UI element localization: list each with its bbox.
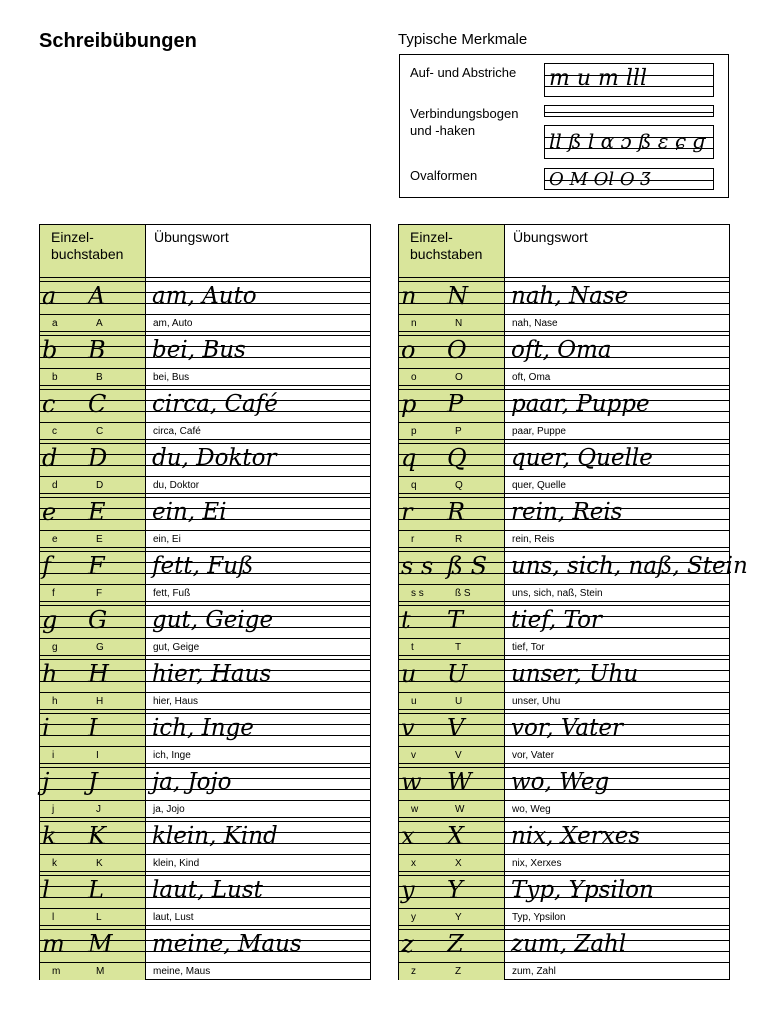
table-row xyxy=(40,386,370,440)
print-capital-letter: B xyxy=(96,372,103,383)
cursive-small-letter: q xyxy=(401,444,417,472)
cursive-small-letter: x xyxy=(401,822,415,850)
print-capital-letter: ß S xyxy=(455,588,471,599)
print-capital-letter: Q xyxy=(455,480,463,491)
header-letters: Einzel- buchstaben xyxy=(51,229,124,262)
print-capital-letter: Y xyxy=(455,912,462,923)
print-small-letter: x xyxy=(411,858,416,869)
table-row xyxy=(399,872,729,926)
cursive-capital-letter: J xyxy=(88,768,98,796)
header-word: Übungswort xyxy=(513,229,588,245)
cursive-practice-word: oft, Oma xyxy=(511,337,612,363)
print-practice-word: bei, Bus xyxy=(153,372,190,383)
print-practice-word: zum, Zahl xyxy=(512,966,556,977)
print-practice-word: uns, sich, naß, Stein xyxy=(512,588,603,599)
table-row xyxy=(399,818,729,872)
cursive-practice-word: zum, Zahl xyxy=(511,931,627,957)
print-small-letter: w xyxy=(411,804,419,815)
table-row xyxy=(40,710,370,764)
cursive-practice-word: nah, Nase xyxy=(511,283,629,309)
print-small-letter: a xyxy=(52,318,58,329)
print-small-letter: y xyxy=(411,912,416,923)
print-practice-word: du, Doktor xyxy=(153,480,200,491)
cursive-small-letter: f xyxy=(42,552,51,580)
cursive-small-letter: p xyxy=(401,390,417,418)
table-row xyxy=(40,278,370,332)
cursive-practice-word: quer, Quelle xyxy=(511,445,653,471)
cursive-small-letter: k xyxy=(42,822,57,850)
cursive-capital-letter: H xyxy=(88,660,109,688)
cursive-practice-word: klein, Kind xyxy=(152,823,278,849)
print-small-letter: c xyxy=(52,426,57,437)
cursive-small-letter: j xyxy=(42,768,50,796)
print-small-letter: g xyxy=(52,642,58,653)
cursive-small-letter: r xyxy=(401,498,413,526)
table-row xyxy=(40,602,370,656)
cursive-small-letter: h xyxy=(42,660,58,688)
cursive-small-letter: d xyxy=(42,444,58,472)
cursive-practice-word: du, Doktor xyxy=(152,445,277,471)
cursive-small-letter: e xyxy=(42,498,57,526)
print-practice-word: oft, Oma xyxy=(512,372,551,383)
print-practice-word: wo, Weg xyxy=(512,804,551,815)
cursive-small-letter: o xyxy=(401,336,416,364)
print-practice-word: tief, Tor xyxy=(512,642,545,653)
print-small-letter: r xyxy=(411,534,415,545)
cursive-capital-letter: L xyxy=(88,876,104,904)
cursive-capital-letter: W xyxy=(447,768,472,796)
cursive-capital-letter: Z xyxy=(447,930,464,958)
cursive-capital-letter: N xyxy=(447,282,468,310)
table-row xyxy=(399,440,729,494)
print-practice-word: gut, Geige xyxy=(153,642,200,653)
feature-label-strokes: Auf- und Abstriche xyxy=(410,65,517,80)
cursive-practice-word: gut, Geige xyxy=(152,607,274,633)
print-small-letter: d xyxy=(52,480,58,491)
table-row xyxy=(40,818,370,872)
print-practice-word: ein, Ei xyxy=(153,534,181,545)
cursive-small-letter: l xyxy=(42,876,50,904)
table-header xyxy=(399,225,729,278)
print-capital-letter: W xyxy=(455,804,465,815)
cursive-practice-word: paar, Puppe xyxy=(511,391,650,417)
print-practice-word: circa, Café xyxy=(153,426,201,437)
table-row xyxy=(40,494,370,548)
table-row xyxy=(40,440,370,494)
print-practice-word: klein, Kind xyxy=(153,858,200,869)
cursive-capital-letter: Y xyxy=(447,876,463,904)
print-capital-letter: O xyxy=(455,372,463,383)
cursive-capital-letter: D xyxy=(88,444,108,472)
print-capital-letter: M xyxy=(96,966,105,977)
cursive-small-letter: i xyxy=(42,714,50,742)
features-box xyxy=(399,54,729,198)
print-practice-word: paar, Puppe xyxy=(512,426,566,437)
cursive-small-letter: z xyxy=(401,930,414,958)
table-row xyxy=(399,602,729,656)
cursive-capital-letter: C xyxy=(88,390,107,418)
feature-label-bows: Verbindungsbogen und -haken xyxy=(410,106,519,138)
table-row xyxy=(399,710,729,764)
print-small-letter: t xyxy=(411,642,414,653)
table-row xyxy=(40,332,370,386)
print-practice-word: Typ, Ypsilon xyxy=(512,912,566,923)
print-practice-word: ich, Inge xyxy=(153,750,191,761)
print-small-letter: z xyxy=(411,966,416,977)
print-capital-letter: C xyxy=(96,426,104,437)
print-practice-word: unser, Uhu xyxy=(512,696,561,707)
table-rows xyxy=(40,278,370,980)
print-capital-letter: J xyxy=(96,804,101,815)
print-capital-letter: T xyxy=(455,642,462,653)
print-practice-word: nah, Nase xyxy=(512,318,558,329)
print-small-letter: q xyxy=(411,480,417,491)
cursive-capital-letter: Q xyxy=(447,444,467,472)
print-capital-letter: X xyxy=(455,858,462,869)
print-small-letter: k xyxy=(52,858,57,869)
cursive-practice-word: hier, Haus xyxy=(152,661,272,687)
cursive-practice-word: fett, Fuß xyxy=(152,553,254,579)
cursive-capital-letter: M xyxy=(88,930,113,958)
cursive-small-letter: c xyxy=(42,390,56,418)
print-capital-letter: P xyxy=(455,426,462,437)
cursive-practice-word: Typ, Ypsilon xyxy=(511,877,654,903)
print-capital-letter: H xyxy=(96,696,104,707)
print-small-letter: m xyxy=(52,966,61,977)
print-small-letter: i xyxy=(52,750,55,761)
cursive-capital-letter: A xyxy=(88,282,106,310)
print-capital-letter: E xyxy=(96,534,103,545)
print-small-letter: s s xyxy=(411,588,424,599)
table-row xyxy=(399,332,729,386)
print-small-letter: n xyxy=(411,318,417,329)
print-small-letter: l xyxy=(52,912,55,923)
letters-table-n-z xyxy=(398,224,748,980)
print-practice-word: fett, Fuß xyxy=(153,588,191,599)
cursive-capital-letter: U xyxy=(447,660,468,688)
cursive-practice-word: meine, Maus xyxy=(152,931,302,957)
print-practice-word: am, Auto xyxy=(153,318,193,329)
print-small-letter: v xyxy=(411,750,416,761)
print-capital-letter: F xyxy=(96,588,103,599)
print-practice-word: meine, Maus xyxy=(153,966,211,977)
print-capital-letter: U xyxy=(455,696,463,707)
table-row xyxy=(399,926,729,980)
cursive-capital-letter: I xyxy=(88,714,98,742)
cursive-practice-word: ich, Inge xyxy=(152,715,254,741)
print-capital-letter: Z xyxy=(455,966,462,977)
cursive-capital-letter: O xyxy=(447,336,467,364)
feature-sample-bows-top xyxy=(544,105,714,117)
table-rows xyxy=(399,278,748,980)
page-title: Schreibübungen xyxy=(39,30,197,52)
cursive-practice-word: rein, Reis xyxy=(511,499,623,525)
print-capital-letter: K xyxy=(96,858,103,869)
print-capital-letter: L xyxy=(96,912,102,923)
table-row xyxy=(399,764,729,818)
cursive-practice-word: circa, Café xyxy=(152,391,278,417)
cursive-capital-letter: G xyxy=(88,606,108,634)
cursive-small-letter: y xyxy=(401,876,415,904)
print-small-letter: u xyxy=(411,696,417,707)
table-row xyxy=(40,926,370,980)
cursive-small-letter: b xyxy=(42,336,58,364)
cursive-capital-letter: E xyxy=(88,498,106,526)
feature-sample-ovals: O M Ol O Ʒ xyxy=(544,168,714,190)
table-row xyxy=(399,656,729,710)
cursive-practice-word: bei, Bus xyxy=(152,337,246,363)
print-practice-word: quer, Quelle xyxy=(512,480,566,491)
table-header xyxy=(40,225,370,278)
cursive-practice-word: nix, Xerxes xyxy=(511,823,641,849)
cursive-small-letter: t xyxy=(401,606,411,634)
cursive-capital-letter: F xyxy=(88,552,105,580)
cursive-capital-letter: P xyxy=(447,390,464,418)
table-row xyxy=(40,548,370,602)
print-small-letter: p xyxy=(411,426,417,437)
feature-label-ovals: Ovalformen xyxy=(410,168,478,183)
print-capital-letter: R xyxy=(455,534,463,545)
cursive-small-letter: g xyxy=(42,606,58,634)
cursive-practice-word: tief, Tor xyxy=(511,607,602,633)
cursive-practice-word: laut, Lust xyxy=(152,877,263,903)
print-practice-word: hier, Haus xyxy=(153,696,199,707)
print-small-letter: j xyxy=(52,804,55,815)
print-capital-letter: I xyxy=(96,750,99,761)
cursive-practice-word: am, Auto xyxy=(152,283,257,309)
table-row xyxy=(40,764,370,818)
print-practice-word: laut, Lust xyxy=(153,912,194,923)
cursive-practice-word: ja, Jojo xyxy=(152,769,232,795)
cursive-practice-word: vor, Vater xyxy=(511,715,623,741)
table-row xyxy=(399,386,729,440)
print-capital-letter: D xyxy=(96,480,104,491)
feature-sample-bows: ll ß l ɑ ɔ ß ɛ ɕ ɡ xyxy=(544,125,714,159)
cursive-small-letter: v xyxy=(401,714,415,742)
cursive-capital-letter: R xyxy=(447,498,466,526)
print-practice-word: nix, Xerxes xyxy=(512,858,562,869)
cursive-practice-word: wo, Weg xyxy=(511,769,610,795)
table-row xyxy=(40,872,370,926)
header-word: Übungswort xyxy=(154,229,229,245)
print-capital-letter: V xyxy=(455,750,462,761)
print-small-letter: o xyxy=(411,372,417,383)
print-small-letter: b xyxy=(52,372,58,383)
cursive-small-letter: a xyxy=(42,282,57,310)
cursive-small-letter: s s xyxy=(401,552,434,580)
print-practice-word: rein, Reis xyxy=(512,534,555,545)
cursive-practice-word: ein, Ei xyxy=(152,499,227,525)
cursive-small-letter: n xyxy=(401,282,417,310)
print-capital-letter: A xyxy=(96,318,103,329)
table-row xyxy=(40,656,370,710)
cursive-capital-letter: X xyxy=(447,822,465,850)
table-row xyxy=(399,548,748,602)
cursive-practice-word: unser, Uhu xyxy=(511,661,639,687)
table-row xyxy=(399,278,729,332)
print-small-letter: e xyxy=(52,534,58,545)
print-capital-letter: N xyxy=(455,318,463,329)
header-letters: Einzel- buchstaben xyxy=(410,229,483,262)
table-row xyxy=(399,494,729,548)
features-title: Typische Merkmale xyxy=(398,31,528,48)
cursive-small-letter: u xyxy=(401,660,417,688)
print-practice-word: vor, Vater xyxy=(512,750,555,761)
print-capital-letter: G xyxy=(96,642,104,653)
cursive-capital-letter: ß S xyxy=(447,552,488,580)
cursive-capital-letter: K xyxy=(88,822,106,850)
cursive-capital-letter: V xyxy=(447,714,465,742)
print-practice-word: ja, Jojo xyxy=(153,804,185,815)
letters-table-a-m xyxy=(39,224,371,980)
print-small-letter: f xyxy=(52,588,55,599)
cursive-practice-word: uns, sich, naß, Stein xyxy=(511,553,748,579)
cursive-capital-letter: B xyxy=(88,336,106,364)
cursive-small-letter: m xyxy=(42,930,65,958)
cursive-small-letter: w xyxy=(401,768,422,796)
print-small-letter: h xyxy=(52,696,58,707)
cursive-capital-letter: T xyxy=(447,606,464,634)
feature-sample-strokes: m u m lll xyxy=(544,63,714,97)
